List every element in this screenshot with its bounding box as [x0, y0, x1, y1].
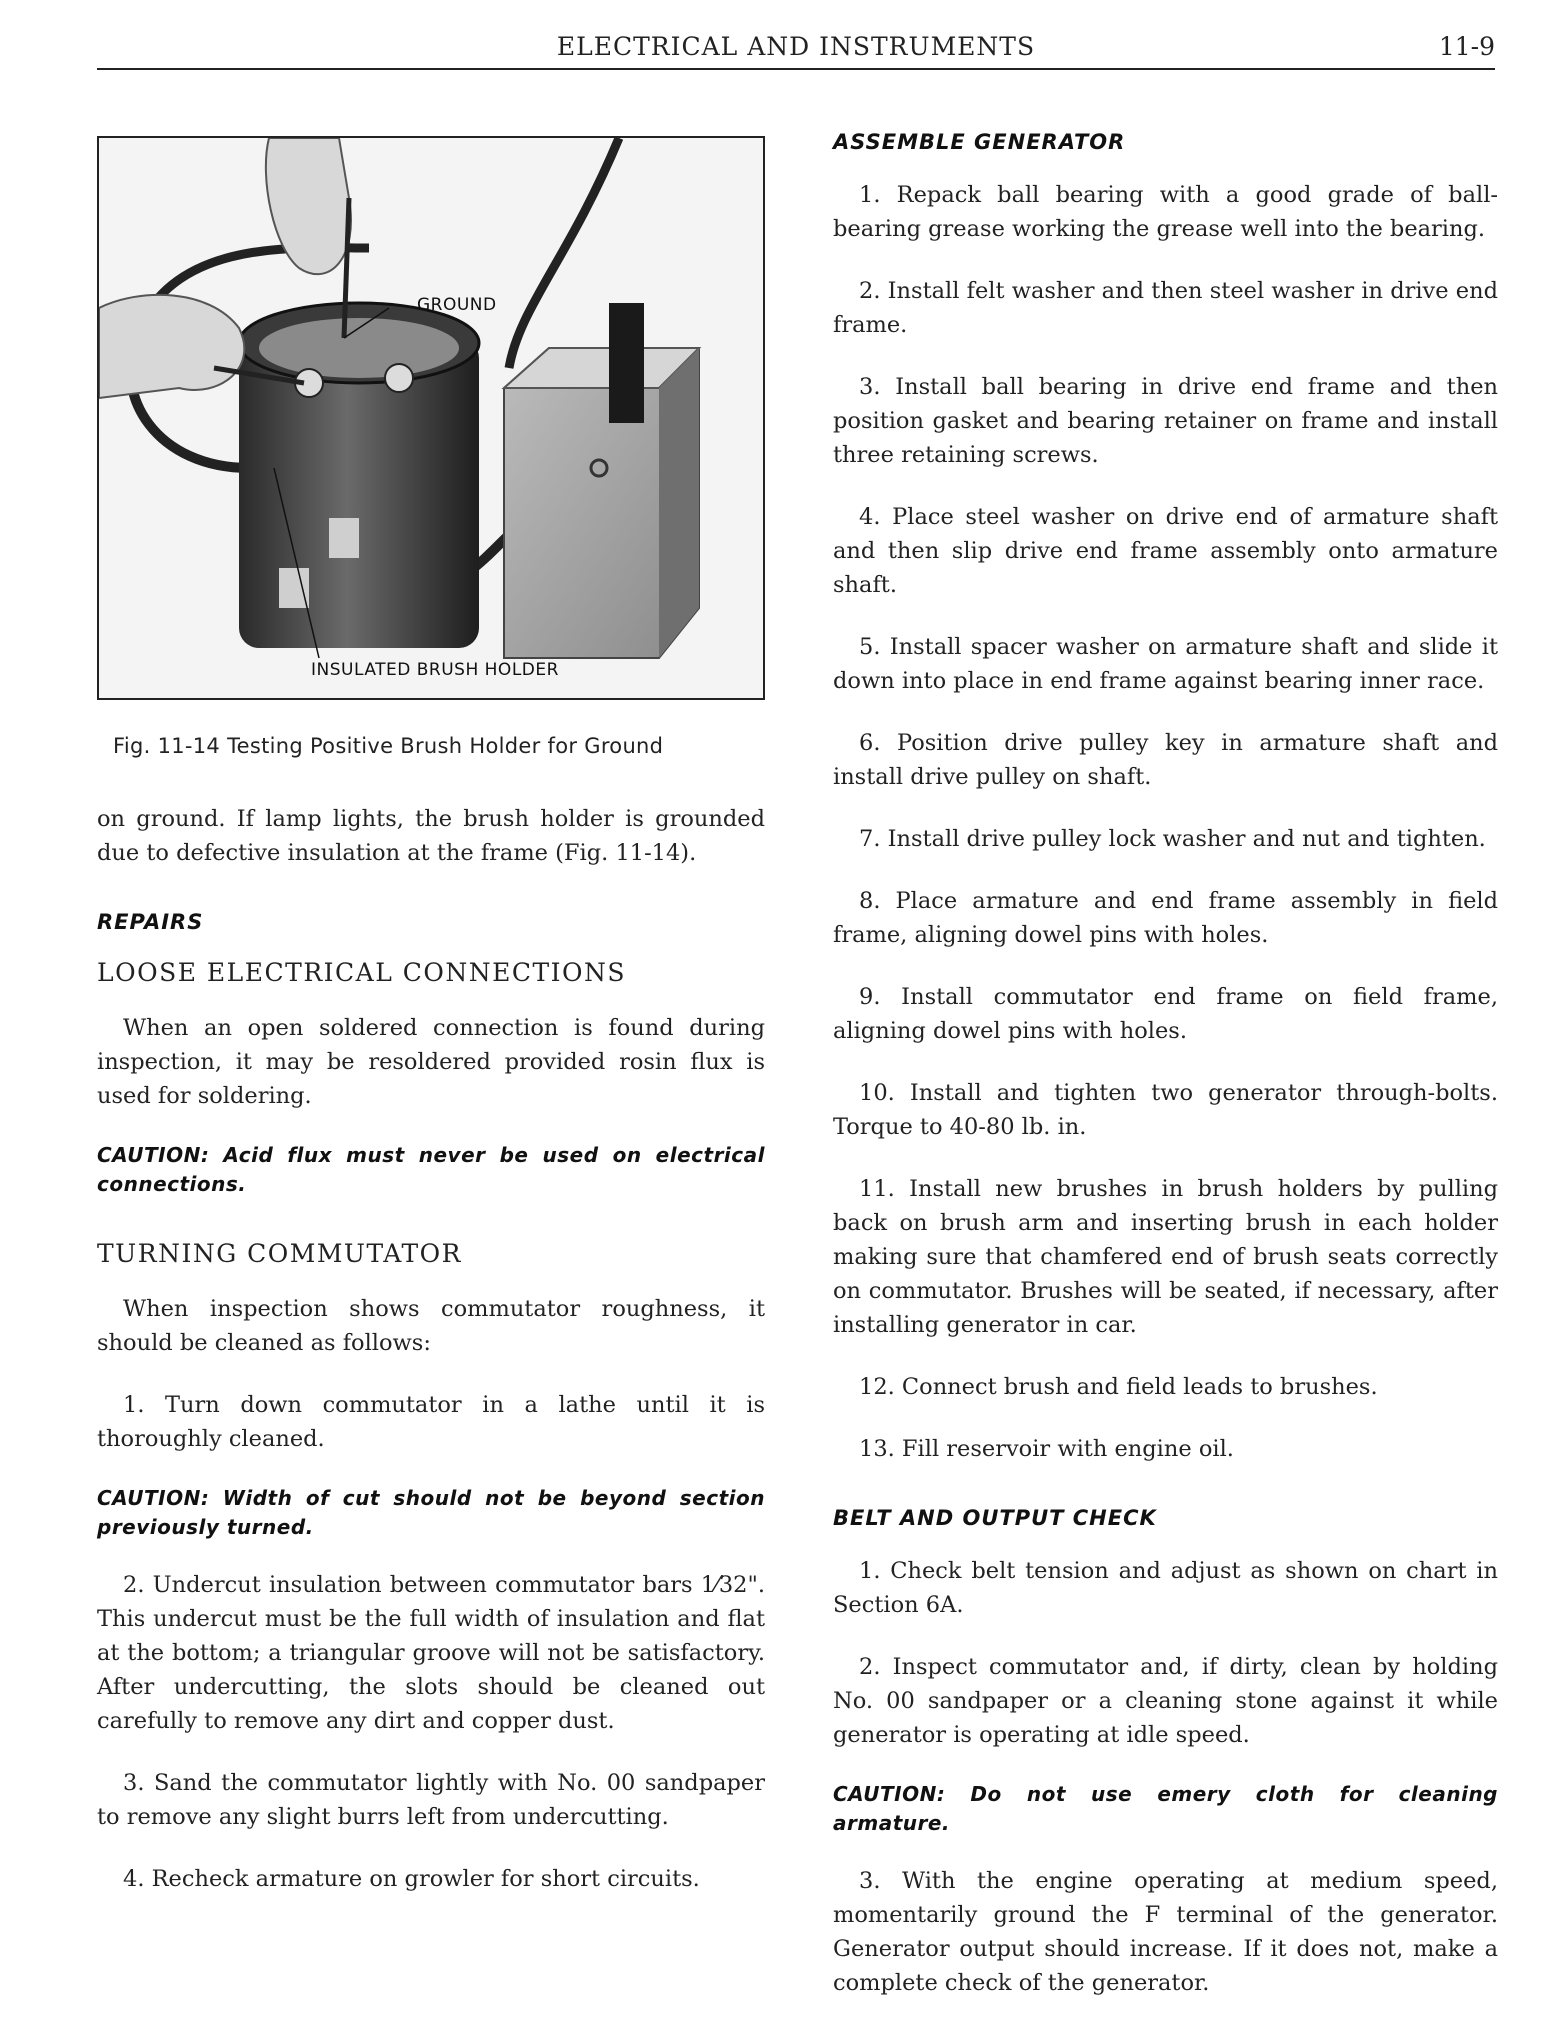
step-item: 10. Install and tighten two generator through-bolts. Torque to 40-80 lb. in. [833, 1080, 1498, 1140]
page-number: 11-9 [1438, 32, 1495, 61]
loose-connections-heading: LOOSE ELECTRICAL CONNECTIONS [97, 958, 627, 987]
figure-photo [97, 136, 765, 700]
left-column [97, 130, 765, 1924]
caution-note: CAUTION: Do not use emery cloth for cleaning armature. [833, 1782, 1498, 1835]
right-column [833, 130, 1498, 2028]
step-item: 13. Fill reservoir with engine oil. [859, 1436, 1234, 1462]
step-item: 12. Connect brush and field leads to brushes. [859, 1374, 1378, 1400]
step-item: 4. Recheck armature on growler for short circuits. [123, 1866, 700, 1892]
belt-output-check-heading: BELT AND OUTPUT CHECK [833, 1506, 1157, 1530]
caution-note: CAUTION: Acid flux must never be used on electrical connections. [97, 1143, 765, 1196]
step-item: 1. Repack ball bearing with a good grade of ball-bearing grease working the grease well into the bearing. [833, 182, 1498, 242]
step-item: 8. Place armature and end frame assembly in field frame, aligning dowel pins with holes. [833, 888, 1498, 948]
step-item: 7. Install drive pulley lock washer and nut and tighten. [859, 826, 1486, 852]
generator-test-illustration [99, 138, 763, 698]
body-paragraph: When inspection shows commutator roughness, it should be cleaned as follows: [97, 1296, 765, 1356]
ground-label: GROUND [417, 295, 497, 315]
step-item: 1. Turn down commutator in a lathe until it is thoroughly cleaned. [97, 1392, 765, 1452]
step-item: 6. Position drive pulley key in armature shaft and install drive pulley on shaft. [833, 730, 1498, 790]
step-item: 9. Install commutator end frame on field frame, aligning dowel pins with holes. [833, 984, 1498, 1044]
step-item: 3. With the engine operating at medium speed, momentarily ground the F terminal of the generator. Generator output should increase. If it does not, make a complete check of the generator. [833, 1868, 1498, 1996]
body-paragraph: When an open soldered connection is found during inspection, it may be resoldered provided rosin flux is used for soldering. [97, 1015, 765, 1109]
assemble-generator-heading: ASSEMBLE GENERATOR [833, 130, 1126, 154]
figure-caption: Fig. 11-14 Testing Positive Brush Holder for Ground [113, 734, 664, 758]
insulated-brush-holder-label: INSULATED BRUSH HOLDER [311, 660, 559, 680]
step-item: 3. Sand the commutator lightly with No. 00 sandpaper to remove any slight burrs left from undercutting. [97, 1770, 765, 1830]
turning-commutator-heading: TURNING COMMUTATOR [97, 1239, 462, 1268]
caution-note: CAUTION: Width of cut should not be beyond section previously turned. [97, 1486, 765, 1539]
body-paragraph: on ground. If lamp lights, the brush holder is grounded due to defective insulation at the frame (Fig. 11-14). [97, 806, 765, 866]
step-item: 3. Install ball bearing in drive end frame and then position gasket and bearing retainer on frame and install three retaining screws. [833, 374, 1498, 468]
repairs-heading: REPAIRS [97, 910, 204, 934]
step-item: 2. Inspect commutator and, if dirty, clean by holding No. 00 sandpaper or a cleaning stone against it while generator is operating at idle speed. [833, 1654, 1498, 1748]
step-item: 4. Place steel washer on drive end of armature shaft and then slip drive end frame assembly onto armature shaft. [833, 504, 1498, 598]
step-item: 2. Undercut insulation between commutator bars 1⁄32". This undercut must be the full width of insulation and flat at the bottom; a triangular groove will not be satisfactory. After undercutting, the slots should be cleaned out carefully to remove any dirt and copper dust. [97, 1572, 765, 1734]
step-item: 5. Install spacer washer on armature shaft and slide it down into place in end frame against bearing inner race. [833, 634, 1498, 694]
step-item: 11. Install new brushes in brush holders by pulling back on brush arm and inserting brush in each holder making sure that chamfered end of brush seats correctly on commutator. Brushes will be seated, if necessary, after installing generator in car. [833, 1176, 1498, 1338]
step-item: 1. Check belt tension and adjust as shown on chart in Section 6A. [833, 1558, 1498, 1618]
section-title: ELECTRICAL AND INSTRUMENTS [556, 32, 1036, 61]
step-item: 2. Install felt washer and then steel washer in drive end frame. [833, 278, 1498, 338]
page-header [97, 30, 1495, 70]
